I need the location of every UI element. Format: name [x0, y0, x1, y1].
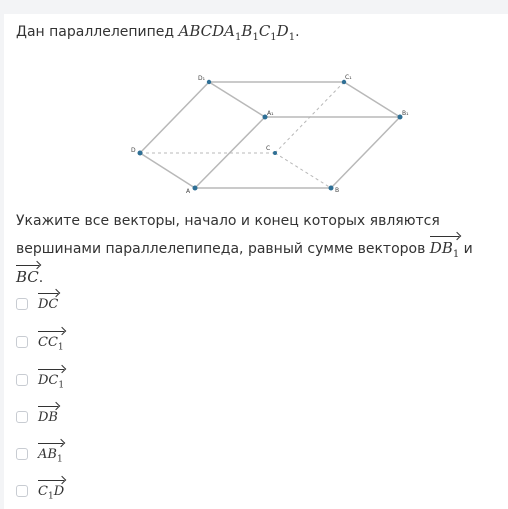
- problem-prefix: Дан параллелепипед: [16, 24, 179, 40]
- checkbox[interactable]: [16, 411, 28, 423]
- edge-b1-b: [331, 117, 400, 188]
- label-a1: A₁: [267, 110, 274, 117]
- option-dc[interactable]: [16, 292, 216, 316]
- option-vector: $AB_1$: [38, 441, 63, 468]
- edge-c1-b1: [344, 82, 400, 117]
- point-d: [138, 151, 143, 156]
- edge-d-a: [140, 153, 195, 188]
- checkbox[interactable]: [16, 298, 28, 310]
- point-a: [193, 186, 198, 191]
- label-b: B: [335, 187, 340, 194]
- option-cc1[interactable]: [16, 330, 216, 354]
- checkbox[interactable]: [16, 485, 28, 497]
- label-c1: C₁: [345, 74, 352, 81]
- checkbox[interactable]: [16, 374, 28, 386]
- label-b1: B₁: [402, 110, 409, 117]
- option-ab1[interactable]: [16, 442, 216, 466]
- vector-db1: $DB_1$: [430, 234, 459, 263]
- option-db[interactable]: [16, 405, 216, 429]
- edge-c-b-hidden: [275, 153, 331, 188]
- point-d1: [207, 80, 211, 84]
- option-vector: $DC_1$: [38, 367, 64, 394]
- option-c1d[interactable]: [16, 479, 216, 503]
- option-vector: DC: [38, 291, 58, 318]
- label-d: D: [131, 147, 136, 154]
- parallelepiped-name: $ABCDA_1B_1C_1D_1$: [178, 22, 296, 43]
- point-b: [329, 186, 334, 191]
- checkbox[interactable]: [16, 448, 28, 460]
- problem-statement: Дан параллелепипед $ABCDA_1B_1C_1D_1$.: [16, 22, 300, 43]
- point-c: [273, 151, 277, 155]
- question-text: Укажите все векторы, начало и конец которых являются вершинами параллелепипеда, равный сумме векторов $DB_1$ и BC.: [16, 213, 473, 286]
- option-vector: $C_1D$: [38, 478, 64, 505]
- option-vector: DB: [38, 404, 58, 431]
- edge-d1-d: [140, 82, 209, 153]
- checkbox[interactable]: [16, 336, 28, 348]
- label-d1: D₁: [198, 75, 206, 82]
- option-dc1[interactable]: [16, 368, 216, 392]
- option-vector: $CC_1$: [38, 329, 64, 356]
- vector-bc: BC: [16, 263, 39, 285]
- label-c: C: [266, 145, 271, 152]
- label-a: A: [186, 188, 191, 195]
- edge-a1-d1: [209, 82, 265, 117]
